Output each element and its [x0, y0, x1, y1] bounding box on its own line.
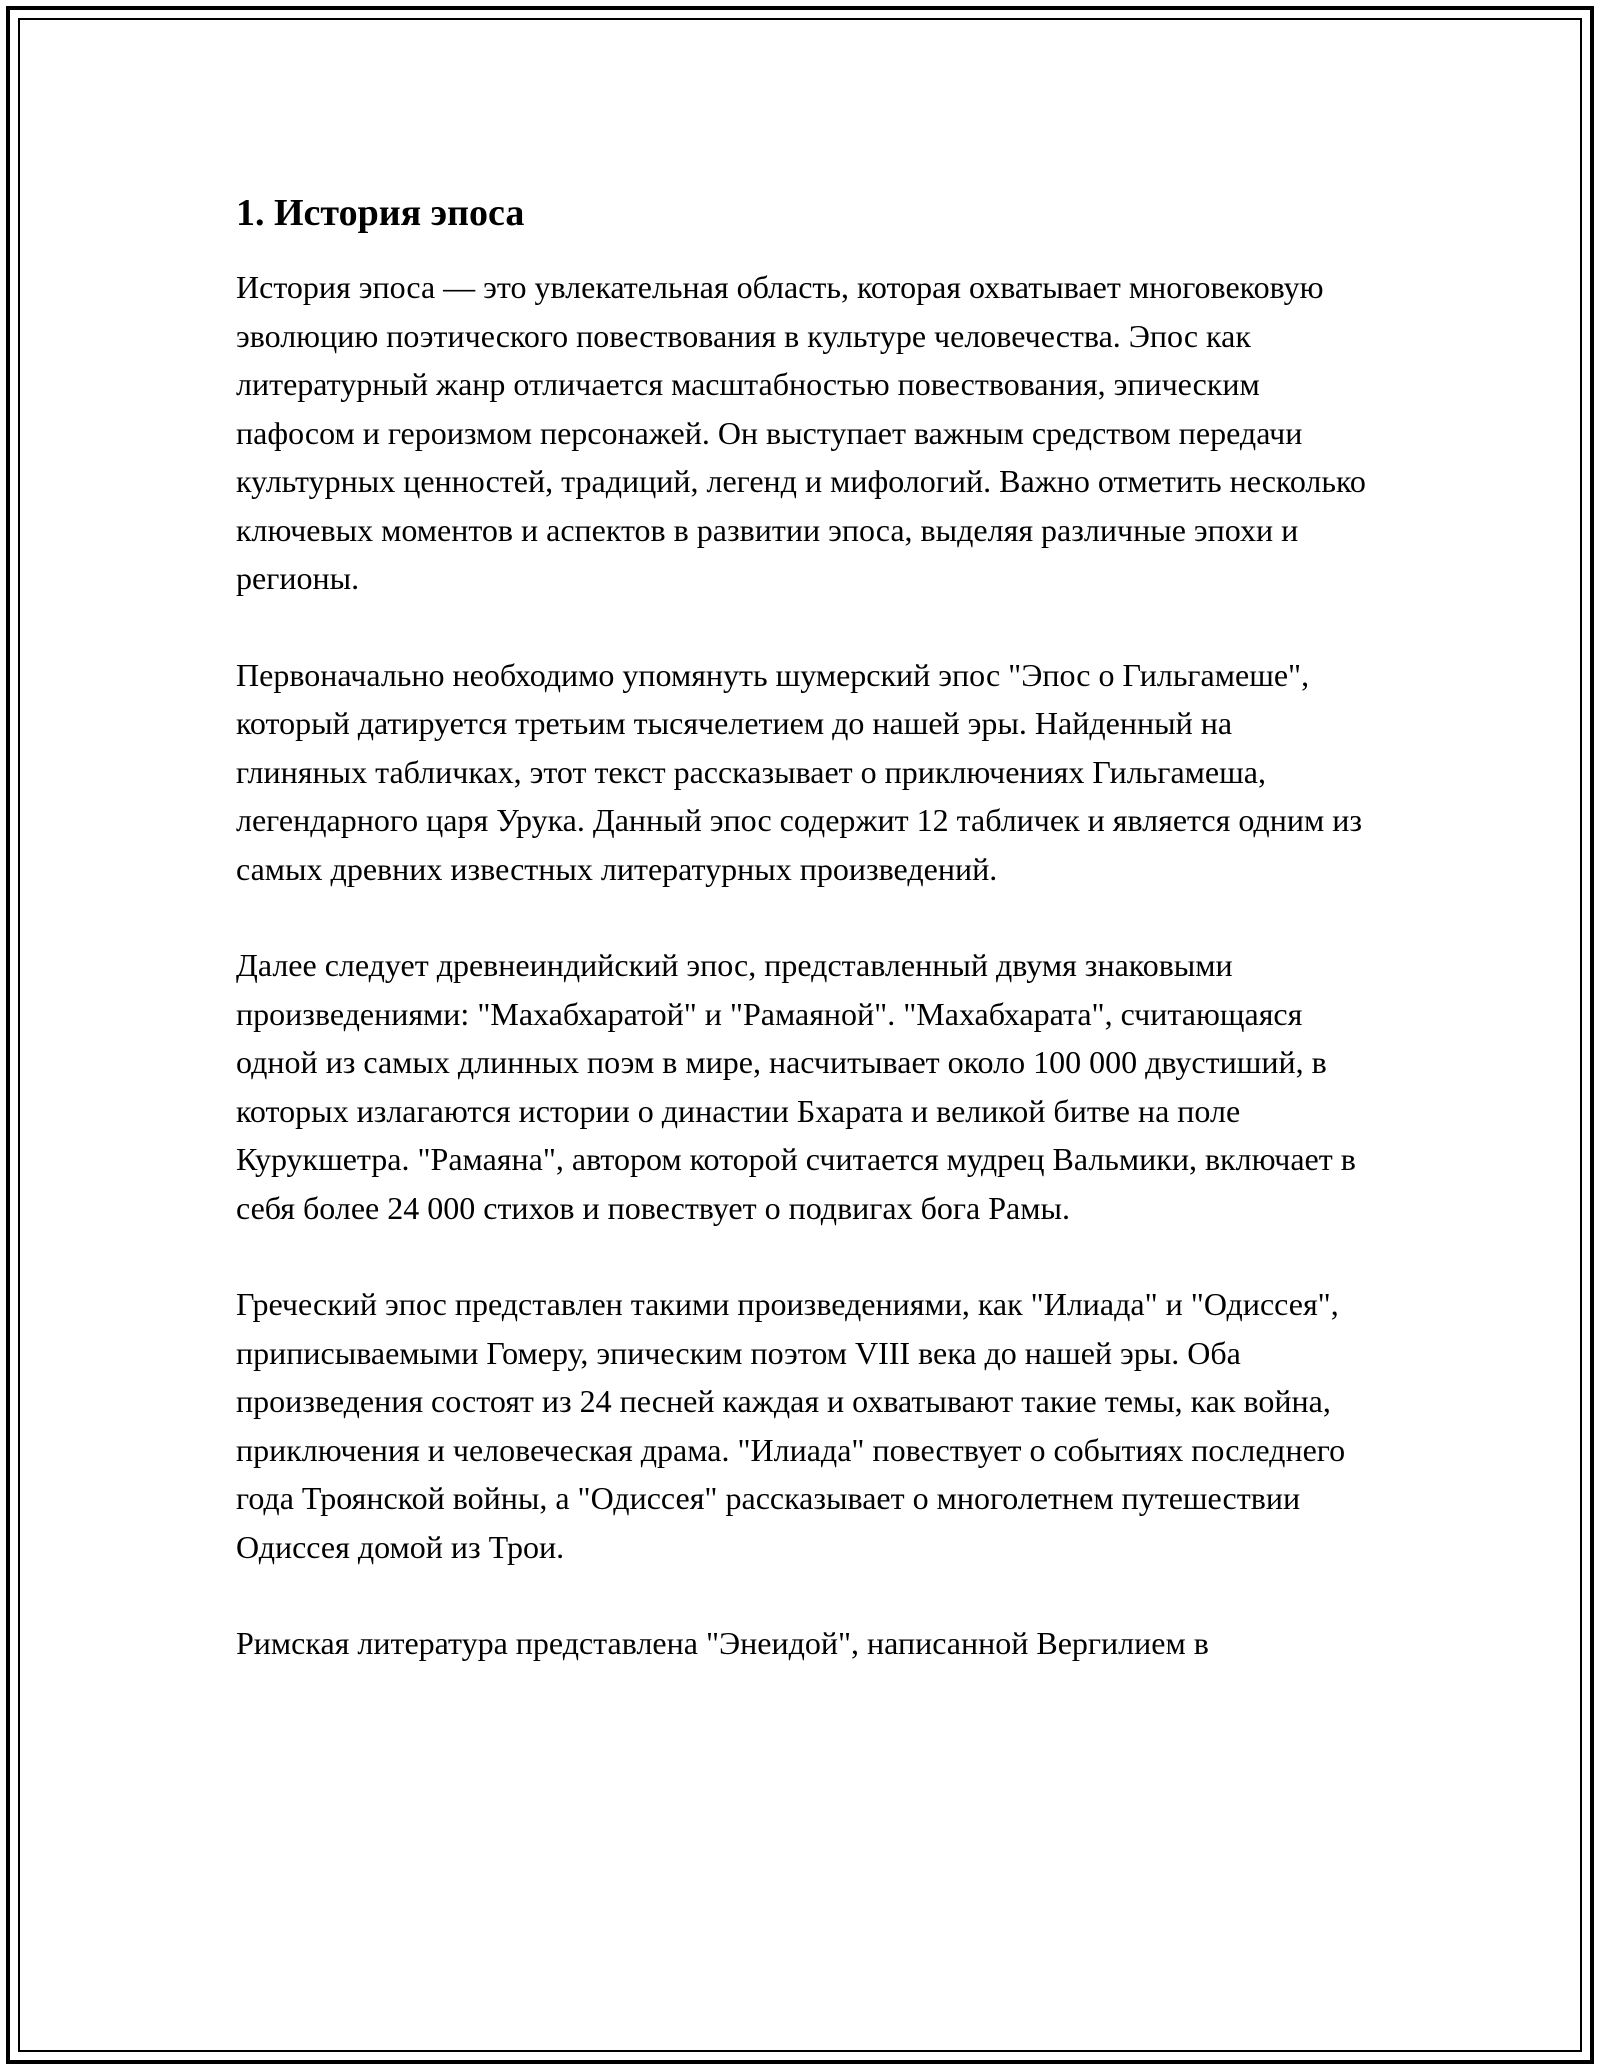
- document-body: [236, 185, 1371, 1716]
- paragraph-roman-epic: Римская литература представлена "Энеидой", написанной Вергилием в: [236, 1625, 1209, 1661]
- paragraph-sumerian-epic: Первоначально необходимо упомянуть шумерский эпос "Эпос о Гильгамеше", который датируется третьим тысячелетием до нашей эры. Найденный на глиняных табличках, этот текст рассказывает о приключениях Гильгамеша, легендарного царя Урука. Данный эпос содержит 12 табличек и является одним из самых древних известных литературных произведений.: [236, 656, 1362, 887]
- section-heading: 1. История эпоса: [236, 192, 525, 234]
- paragraph-greek-epic: Греческий эпос представлен такими произведениями, как "Илиада" и "Одиссея", приписываемыми Гомеру, эпическим поэтом VIII века до нашей эры. Оба произведения состоят из 24 песней каждая и охватывают такие темы, как война, приключения и человеческая драма. "Илиада" повествует о событиях последнего года Троянской войны, а "Одиссея" рассказывает о многолетнем путешествии Одиссея домой из Трои.: [236, 1286, 1346, 1565]
- paragraph-indian-epic: Далее следует древнеиндийский эпос, представленный двумя знаковыми произведениями: "Махабхаратой" и "Рамаяной". "Махабхарата", считающаяся одной из самых длинных поэм в мире, насчитывает около 100 000 двустиший, в которых излагаются истории о династии Бхарата и великой битве на поле Курукшетра. "Рамаяна", автором которой считается мудрец Вальмики, включает в себя более 24 000 стихов и повествует о подвигах бога Рамы.: [236, 947, 1356, 1226]
- paragraph-intro: История эпоса — это увлекательная область, которая охватывает многовековую эволюцию поэтического повествования в культуре человечества. Эпос как литературный жанр отличается масштабностью повествования, эпическим пафосом и героизмом персонажей. Он выступает важным средством передачи культурных ценностей, традиций, легенд и мифологий. Важно отметить несколько ключевых моментов и аспектов в развитии эпоса, выделяя различные эпохи и регионы.: [236, 269, 1366, 596]
